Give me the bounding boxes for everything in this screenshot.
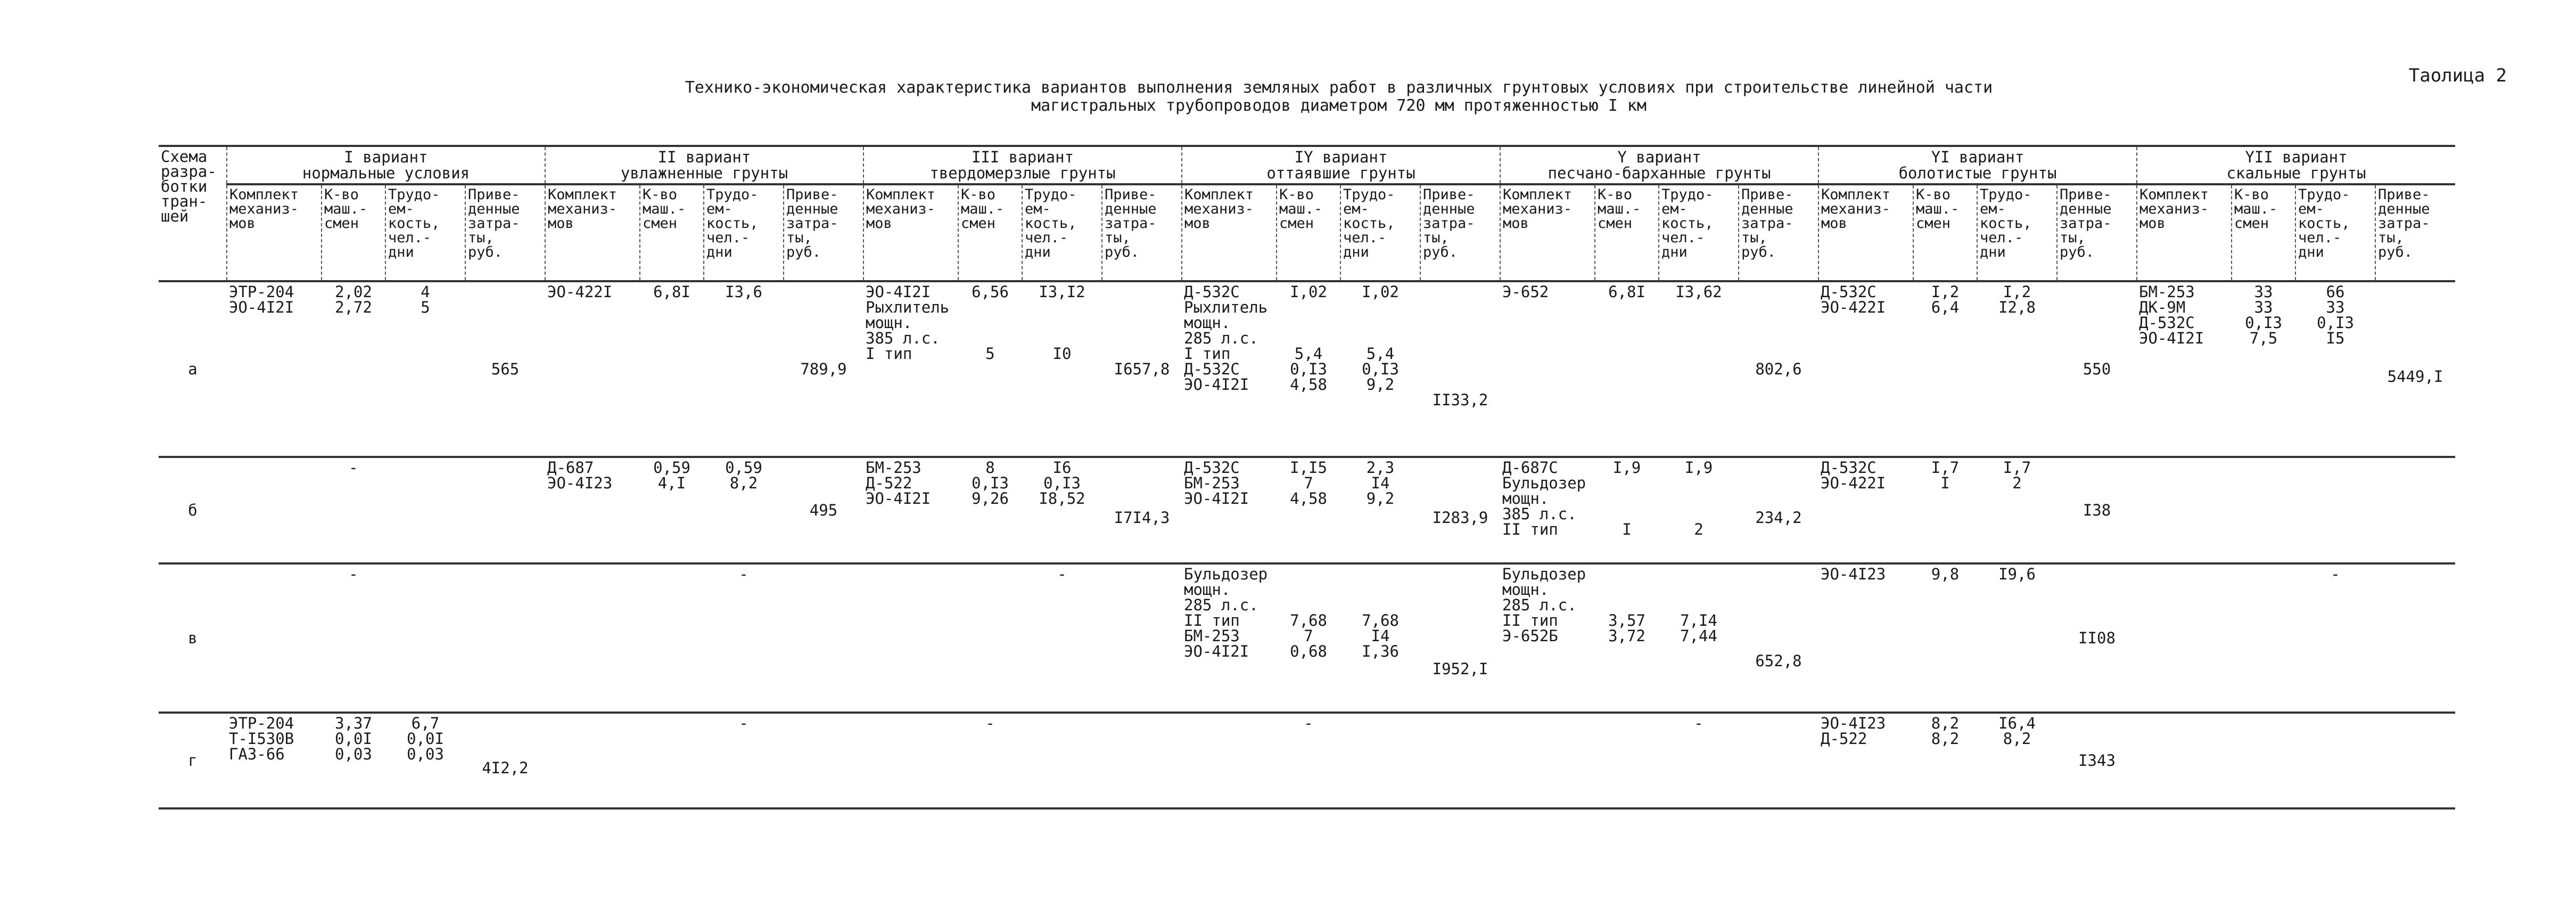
variant-header-7: YII вариант скальные грунты <box>2137 146 2455 184</box>
cell-v7-c2 <box>2232 713 2295 808</box>
row-label: в <box>188 629 197 647</box>
cell-v1-c1 <box>227 563 322 713</box>
cell-v2-c1 <box>545 563 640 713</box>
cell-v5-c3: - <box>1694 714 1703 732</box>
subheader-v5-3: Трудо- ем- кость, чел.- дни <box>1659 184 1739 281</box>
cell-v4-c2: I,02 5,4 0,I3 4,58 <box>1290 283 1327 394</box>
subheader-v4-3: Трудо- ем- кость, чел.- дни <box>1340 184 1420 281</box>
cell-v1-c4 <box>465 457 545 563</box>
cell-v3-c1: ЭО-4I2I Рыхлитель мощн. 385 л.с. I тип <box>866 283 950 363</box>
cell-v2-c4 <box>784 713 863 808</box>
subheader-v2-2: К-во маш.- смен <box>640 184 704 281</box>
cell-v1-c1 <box>227 457 322 563</box>
cell-v1-c3 <box>385 457 465 563</box>
subheader-v2-4: Приве- денные затра- ты, руб. <box>784 184 863 281</box>
cell-v3-c1 <box>863 563 958 713</box>
subheader-v4-4: Приве- денные затра- ты, руб. <box>1420 184 1500 281</box>
cell-v3-c1: БМ-253 Д-522 ЭО-4I2I <box>866 459 931 508</box>
subheader-v3-3: Трудо- ем- кость, чел.- дни <box>1022 184 1102 281</box>
title-line-1: Технико-экономическая характеристика вариантов выполнения земляных работ в различных грунтовых условиях при строительстве линейной части <box>685 78 1993 97</box>
variant-header-3: III вариант твердомерзлые грунты <box>863 146 1182 184</box>
subheader-v1-3: Трудо- ем- кость, чел.- дни <box>385 184 465 281</box>
cell-v3-c2: 8 0,I3 9,26 <box>972 459 1009 508</box>
cell-v1-c1: ЭТР-204 Т-I530В ГАЗ-66 <box>229 714 294 763</box>
subheader-v2-1: Комплект механиз- мов <box>545 184 640 281</box>
cell-v6-c1: ЭО-4I23 <box>1821 565 1886 583</box>
cell-v2-c3: - <box>739 565 748 583</box>
row-label: а <box>188 360 197 378</box>
cell-v1-c2: 2,02 2,72 <box>335 283 372 316</box>
cell-v5-c3: 7,I4 7,44 <box>1680 611 1717 645</box>
cell-v3-c3: I3,I2 I0 <box>1039 283 1085 363</box>
subheader-v7-2: К-во маш.- смен <box>2232 184 2295 281</box>
cell-v3-c4 <box>1102 563 1182 713</box>
cell-v1-c2: - <box>349 565 358 583</box>
cell-v5-c1: Д-687С Бульдозер мощн. 385 л.с. II тип <box>1502 459 1586 538</box>
cell-v4-c3 <box>1340 713 1420 808</box>
cell-v7-c3 <box>2295 713 2375 808</box>
table-row <box>159 563 2455 713</box>
cell-v4-c4 <box>1420 713 1500 808</box>
cell-v6-c4: I38 <box>2083 501 2111 519</box>
subheader-v4-1: Комплект механиз- мов <box>1182 184 1277 281</box>
table-number: Таолица 2 <box>2408 65 2507 86</box>
cell-v7-c4: 5449,I <box>2387 367 2443 386</box>
cell-v6-c1: Д-532С ЭО-422I <box>1821 283 1886 316</box>
title-line-2: магистральных трубопроводов диаметром 720 мм протяженностью I км <box>1031 96 1647 115</box>
cell-v3-c3: I6 0,I3 I8,52 <box>1039 459 1085 508</box>
cell-v1-c3 <box>385 563 465 713</box>
cell-v5-c3: I3,62 <box>1675 283 1722 301</box>
subheader-v6-4: Приве- денные затра- ты, руб. <box>2057 184 2137 281</box>
cell-v3-c4: I657,8 <box>1114 359 1170 378</box>
cell-v2-c4 <box>784 563 863 713</box>
cell-v7-c3: 66 33 0,I3 I5 <box>2317 283 2354 347</box>
cell-v4-c3: 2,3 I4 9,2 <box>1366 459 1395 508</box>
cell-v2-c2 <box>640 563 704 713</box>
cell-v3-c3: - <box>1057 565 1067 583</box>
cell-v3-c2 <box>958 563 1022 713</box>
cell-v6-c1: ЭО-4I23 Д-522 <box>1821 714 1886 748</box>
subheader-v3-2: К-во маш.- смен <box>958 184 1022 281</box>
schema-header: Схема разра- ботки тран- шей <box>161 148 217 225</box>
subheader-v3-4: Приве- денные затра- ты, руб. <box>1102 184 1182 281</box>
cell-v6-c2: I,7 I <box>1931 459 1960 492</box>
cell-v5-c4 <box>1739 713 1818 808</box>
cell-v2-c4: 495 <box>809 501 838 519</box>
cell-v6-c4: II08 <box>2078 628 2116 647</box>
cell-v5-c4: 652,8 <box>1755 652 1802 670</box>
cell-v1-c4 <box>465 563 545 713</box>
cell-v2-c3: 0,59 8,2 <box>725 459 762 492</box>
variant-header-6: YI вариант болотистые грунты <box>1818 146 2137 184</box>
cell-v3-c2: 6,56 5 <box>972 283 1009 363</box>
cell-v1-c1: ЭТР-204 ЭО-4I2I <box>229 283 294 316</box>
table-row <box>159 457 2455 563</box>
cell-v4-c1: Бульдозер мощн. 285 л.с. II тип БМ-253 ЭО-4I2I <box>1184 565 1268 660</box>
cell-v3-c1 <box>863 713 958 808</box>
cell-v3-c2: - <box>985 714 995 732</box>
cell-v4-c4: I952,I <box>1432 659 1488 678</box>
cell-v7-c4 <box>2375 713 2455 808</box>
cell-v5-c1: Бульдозер мощн. 285 л.с. II тип Э-652Б <box>1502 565 1586 645</box>
row-label: г <box>188 751 197 770</box>
cell-v6-c3: I,7 2 <box>2003 459 2031 492</box>
cell-v4-c4: II33,2 <box>1432 390 1488 409</box>
cell-v5-c2: I,9 I <box>1612 459 1641 538</box>
cell-v4-c1: Д-532С Рыхлитель мощн. 285 л.с. I тип Д-532С ЭО-4I2I <box>1184 283 1268 394</box>
cell-v5-c1 <box>1500 713 1595 808</box>
cell-v1-c4: 565 <box>491 359 520 378</box>
cell-v5-c2: 3,57 3,72 <box>1608 611 1645 645</box>
subheader-v6-1: Комплект механиз- мов <box>1818 184 1913 281</box>
subheader-v1-1: Комплект механиз- мов <box>227 184 322 281</box>
cell-v7-c1: БМ-253 ДК-9М Д-532С ЭО-4I2I <box>2139 283 2204 347</box>
characteristics-table <box>159 145 2455 809</box>
cell-v6-c2: 9,8 <box>1931 565 1960 583</box>
cell-v7-c3: - <box>2331 565 2340 583</box>
cell-v7-c4 <box>2375 563 2455 713</box>
subheader-v4-2: К-во маш.- смен <box>1277 184 1340 281</box>
variant-header-2: II вариант увлажненные грунты <box>545 146 863 184</box>
cell-v3-c4 <box>1102 713 1182 808</box>
cell-v2-c1: ЭО-422I <box>547 283 613 301</box>
subheader-v3-1: Комплект механиз- мов <box>863 184 958 281</box>
cell-v4-c1: Д-532С БМ-253 ЭО-4I2I <box>1184 459 1249 508</box>
row-label: б <box>188 501 197 519</box>
cell-v4-c4: I283,9 <box>1432 509 1488 527</box>
cell-v4-c2: 7,68 7 0,68 <box>1290 611 1327 660</box>
cell-v5-c2 <box>1595 713 1659 808</box>
cell-v2-c2: 6,8I <box>653 283 690 301</box>
cell-v2-c1 <box>545 713 640 808</box>
subheader-v6-3: Трудо- ем- кость, чел.- дни <box>1977 184 2057 281</box>
subheader-v7-4: Приве- денные затра- ты, руб. <box>2375 184 2455 281</box>
cell-v2-c3: - <box>739 714 748 732</box>
cell-v5-c4: 234,2 <box>1755 509 1802 527</box>
table-row <box>159 713 2455 808</box>
subheader-v5-1: Комплект механиз- мов <box>1500 184 1595 281</box>
cell-v2-c1: Д-687 ЭО-4I23 <box>547 459 613 492</box>
cell-v6-c2: 8,2 8,2 <box>1931 714 1960 748</box>
cell-v1-c2: - <box>349 459 358 477</box>
cell-v7-c1 <box>2137 457 2232 563</box>
variant-header-1: I вариант нормальные условия <box>227 146 545 184</box>
cell-v3-c4: I7I4,3 <box>1114 509 1170 527</box>
cell-v3-c3 <box>1022 713 1102 808</box>
cell-v2-c2: 0,59 4,I <box>653 459 690 492</box>
subheader-v2-3: Трудо- ем- кость, чел.- дни <box>704 184 784 281</box>
cell-v7-c1 <box>2137 563 2232 713</box>
cell-v7-c4 <box>2375 457 2455 563</box>
variant-header-row <box>159 146 2455 184</box>
cell-v7-c2: 33 33 0,I3 7,5 <box>2245 283 2282 347</box>
cell-v1-c4: 4I2,2 <box>482 759 529 777</box>
cell-v4-c3: I,02 5,4 0,I3 9,2 <box>1362 283 1399 394</box>
subheader-v5-4: Приве- денные затра- ты, руб. <box>1739 184 1818 281</box>
document-title <box>679 79 1999 115</box>
cell-v6-c3: I,2 I2,8 <box>1998 283 2036 316</box>
cell-v4-c2: I,I5 7 4,58 <box>1290 459 1327 508</box>
cell-v7-c2 <box>2232 457 2295 563</box>
cell-v5-c4: 802,6 <box>1755 359 1802 378</box>
subheader-v7-3: Трудо- ем- кость, чел.- дни <box>2295 184 2375 281</box>
cell-v7-c3 <box>2295 457 2375 563</box>
subheader-v1-2: К-во маш.- смен <box>322 184 385 281</box>
subheader-v5-2: К-во маш.- смен <box>1595 184 1659 281</box>
cell-v4-c2: - <box>1304 714 1313 732</box>
cell-v6-c4: I343 <box>2078 751 2116 770</box>
cell-v4-c3: 7,68 I4 I,36 <box>1362 611 1399 660</box>
cell-v6-c4: 550 <box>2083 359 2111 378</box>
subheader-v6-2: К-во маш.- смен <box>1913 184 1977 281</box>
cell-v4-c1 <box>1182 713 1277 808</box>
cell-v6-c3: I9,6 <box>1998 565 2036 583</box>
cell-v5-c1: Э-652 <box>1502 283 1549 301</box>
cell-v6-c2: I,2 6,4 <box>1931 283 1960 316</box>
cell-v6-c3: I6,4 8,2 <box>1998 714 2036 748</box>
cell-v2-c3: I3,6 <box>725 283 762 301</box>
variant-header-4: IY вариант оттаявшие грунты <box>1182 146 1500 184</box>
subheader-v1-4: Приве- денные затра- ты, руб. <box>465 184 545 281</box>
cell-v7-c1 <box>2137 713 2232 808</box>
cell-v5-c2: 6,8I <box>1608 283 1645 301</box>
cell-v1-c3: 4 5 <box>421 283 430 316</box>
cell-v1-c3: 6,7 0,0I 0,03 <box>407 714 444 763</box>
table-row <box>159 281 2455 457</box>
subheader-v7-1: Комплект механиз- мов <box>2137 184 2232 281</box>
cell-v7-c2 <box>2232 563 2295 713</box>
cell-v1-c2: 3,37 0,0I 0,03 <box>335 714 372 763</box>
subheader-row <box>159 184 2455 281</box>
cell-v2-c4: 789,9 <box>800 359 847 378</box>
cell-v6-c1: Д-532С ЭО-422I <box>1821 459 1886 492</box>
variant-header-5: Y вариант песчано-барханные грунты <box>1500 146 1818 184</box>
cell-v2-c2 <box>640 713 704 808</box>
cell-v5-c3: I,9 2 <box>1684 459 1713 538</box>
